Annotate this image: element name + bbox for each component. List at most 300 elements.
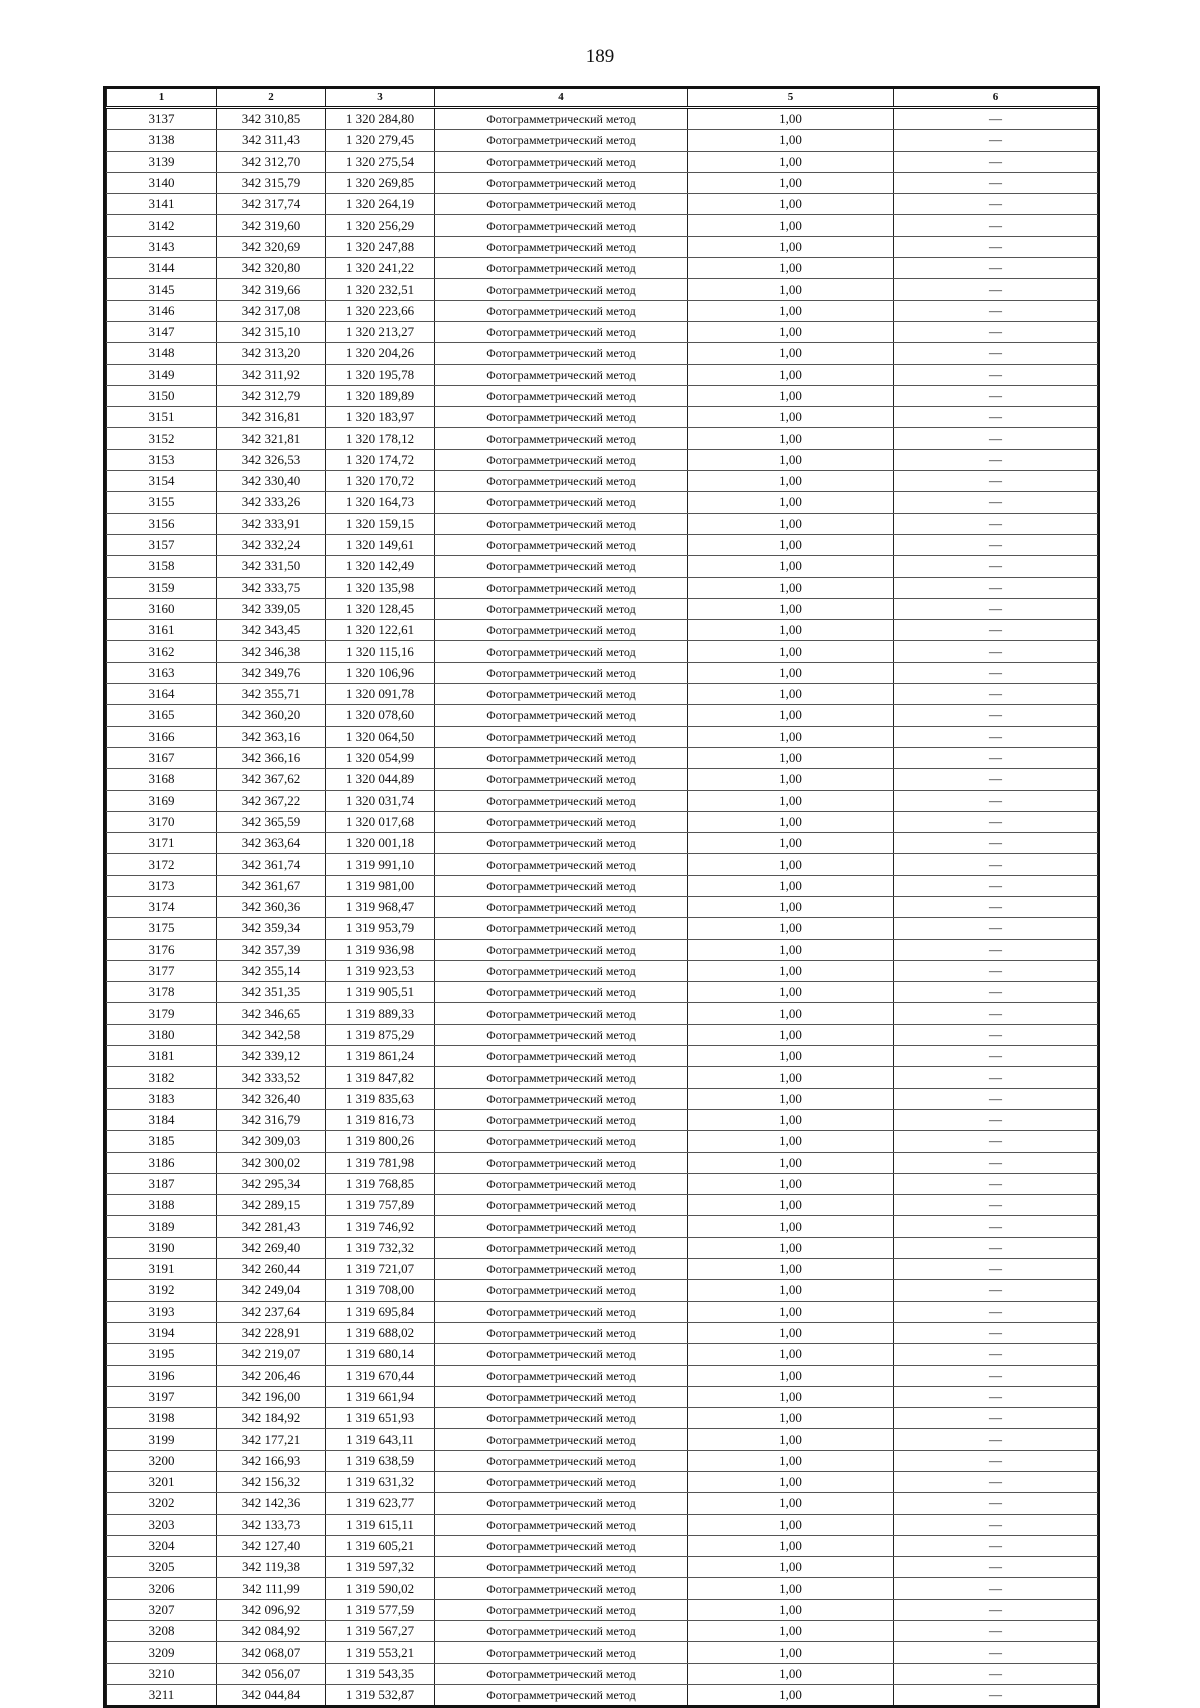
accuracy-cell: 1,00 — [688, 811, 894, 832]
x-coordinate-cell: 342 084,92 — [217, 1621, 326, 1642]
y-coordinate-cell: 1 320 275,54 — [326, 151, 435, 172]
x-coordinate-cell: 342 044,84 — [217, 1684, 326, 1705]
table-row — [107, 343, 1098, 364]
y-coordinate-cell: 1 320 223,66 — [326, 300, 435, 321]
point-number-cell: 3171 — [107, 833, 217, 854]
table-row — [107, 918, 1098, 939]
method-cell: Фотограмметрический метод — [435, 1493, 688, 1514]
note-cell: — — [894, 534, 1098, 555]
table-row — [107, 1642, 1098, 1663]
method-cell: Фотограмметрический метод — [435, 258, 688, 279]
point-number-cell: 3167 — [107, 747, 217, 768]
table-row — [107, 1386, 1098, 1407]
point-number-cell: 3183 — [107, 1088, 217, 1109]
accuracy-cell: 1,00 — [688, 1152, 894, 1173]
y-coordinate-cell: 1 320 241,22 — [326, 258, 435, 279]
accuracy-cell: 1,00 — [688, 790, 894, 811]
note-cell: — — [894, 854, 1098, 875]
y-coordinate-cell: 1 319 732,32 — [326, 1237, 435, 1258]
x-coordinate-cell: 342 349,76 — [217, 662, 326, 683]
x-coordinate-cell: 342 096,92 — [217, 1599, 326, 1620]
table-row — [107, 896, 1098, 917]
note-cell: — — [894, 1535, 1098, 1556]
point-number-cell: 3151 — [107, 407, 217, 428]
method-cell: Фотограмметрический метод — [435, 130, 688, 151]
y-coordinate-cell: 1 319 651,93 — [326, 1408, 435, 1429]
column-header: 6 — [894, 89, 1098, 108]
table-row — [107, 1684, 1098, 1705]
accuracy-cell: 1,00 — [688, 577, 894, 598]
y-coordinate-cell: 1 319 623,77 — [326, 1493, 435, 1514]
accuracy-cell: 1,00 — [688, 1301, 894, 1322]
note-cell: — — [894, 598, 1098, 619]
y-coordinate-cell: 1 319 643,11 — [326, 1429, 435, 1450]
x-coordinate-cell: 342 333,75 — [217, 577, 326, 598]
table-row — [107, 1152, 1098, 1173]
table-row — [107, 471, 1098, 492]
x-coordinate-cell: 342 315,10 — [217, 321, 326, 342]
table-row — [107, 151, 1098, 172]
x-coordinate-cell: 342 310,85 — [217, 108, 326, 130]
x-coordinate-cell: 342 316,81 — [217, 407, 326, 428]
x-coordinate-cell: 342 228,91 — [217, 1322, 326, 1343]
note-cell: — — [894, 194, 1098, 215]
note-cell: — — [894, 1280, 1098, 1301]
column-header: 1 — [107, 89, 217, 108]
x-coordinate-cell: 342 281,43 — [217, 1216, 326, 1237]
point-number-cell: 3175 — [107, 918, 217, 939]
method-cell: Фотограмметрический метод — [435, 1621, 688, 1642]
y-coordinate-cell: 1 320 269,85 — [326, 172, 435, 193]
table-row — [107, 939, 1098, 960]
accuracy-cell: 1,00 — [688, 1173, 894, 1194]
y-coordinate-cell: 1 319 936,98 — [326, 939, 435, 960]
x-coordinate-cell: 342 056,07 — [217, 1663, 326, 1684]
x-coordinate-cell: 342 331,50 — [217, 556, 326, 577]
point-number-cell: 3195 — [107, 1344, 217, 1365]
method-cell: Фотограмметрический метод — [435, 215, 688, 236]
y-coordinate-cell: 1 320 204,26 — [326, 343, 435, 364]
method-cell: Фотограмметрический метод — [435, 1109, 688, 1130]
table-row — [107, 790, 1098, 811]
accuracy-cell: 1,00 — [688, 1131, 894, 1152]
y-coordinate-cell: 1 319 567,27 — [326, 1621, 435, 1642]
y-coordinate-cell: 1 319 615,11 — [326, 1514, 435, 1535]
y-coordinate-cell: 1 320 232,51 — [326, 279, 435, 300]
table-row — [107, 1514, 1098, 1535]
y-coordinate-cell: 1 320 091,78 — [326, 684, 435, 705]
x-coordinate-cell: 342 260,44 — [217, 1259, 326, 1280]
x-coordinate-cell: 342 206,46 — [217, 1365, 326, 1386]
note-cell: — — [894, 1173, 1098, 1194]
method-cell: Фотограмметрический метод — [435, 407, 688, 428]
accuracy-cell: 1,00 — [688, 364, 894, 385]
table-row — [107, 1578, 1098, 1599]
method-cell: Фотограмметрический метод — [435, 854, 688, 875]
note-cell: — — [894, 641, 1098, 662]
point-number-cell: 3197 — [107, 1386, 217, 1407]
point-number-cell: 3199 — [107, 1429, 217, 1450]
method-cell: Фотограмметрический метод — [435, 236, 688, 257]
table-row — [107, 1109, 1098, 1130]
method-cell: Фотограмметрический метод — [435, 1365, 688, 1386]
accuracy-cell: 1,00 — [688, 1599, 894, 1620]
point-number-cell: 3186 — [107, 1152, 217, 1173]
table-row — [107, 407, 1098, 428]
table-row — [107, 130, 1098, 151]
accuracy-cell: 1,00 — [688, 960, 894, 981]
y-coordinate-cell: 1 319 781,98 — [326, 1152, 435, 1173]
point-number-cell: 3182 — [107, 1067, 217, 1088]
method-cell: Фотограмметрический метод — [435, 747, 688, 768]
table-body — [107, 108, 1098, 1706]
note-cell: — — [894, 918, 1098, 939]
accuracy-cell: 1,00 — [688, 151, 894, 172]
table-row — [107, 726, 1098, 747]
y-coordinate-cell: 1 320 170,72 — [326, 471, 435, 492]
note-cell: — — [894, 1663, 1098, 1684]
x-coordinate-cell: 342 311,43 — [217, 130, 326, 151]
accuracy-cell: 1,00 — [688, 1663, 894, 1684]
note-cell: — — [894, 790, 1098, 811]
x-coordinate-cell: 342 366,16 — [217, 747, 326, 768]
note-cell: — — [894, 1642, 1098, 1663]
point-number-cell: 3166 — [107, 726, 217, 747]
x-coordinate-cell: 342 361,67 — [217, 875, 326, 896]
method-cell: Фотограмметрический метод — [435, 1046, 688, 1067]
x-coordinate-cell: 342 317,08 — [217, 300, 326, 321]
method-cell: Фотограмметрический метод — [435, 1450, 688, 1471]
accuracy-cell: 1,00 — [688, 343, 894, 364]
table-row — [107, 1599, 1098, 1620]
accuracy-cell: 1,00 — [688, 428, 894, 449]
table-row — [107, 428, 1098, 449]
point-number-cell: 3201 — [107, 1472, 217, 1493]
note-cell: — — [894, 1557, 1098, 1578]
x-coordinate-cell: 342 330,40 — [217, 471, 326, 492]
point-number-cell: 3137 — [107, 108, 217, 130]
point-number-cell: 3163 — [107, 662, 217, 683]
accuracy-cell: 1,00 — [688, 705, 894, 726]
table-row — [107, 577, 1098, 598]
accuracy-cell: 1,00 — [688, 1237, 894, 1258]
x-coordinate-cell: 342 184,92 — [217, 1408, 326, 1429]
y-coordinate-cell: 1 320 195,78 — [326, 364, 435, 385]
y-coordinate-cell: 1 319 968,47 — [326, 896, 435, 917]
x-coordinate-cell: 342 346,38 — [217, 641, 326, 662]
method-cell: Фотограмметрический метод — [435, 1216, 688, 1237]
method-cell: Фотограмметрический метод — [435, 385, 688, 406]
note-cell: — — [894, 449, 1098, 470]
method-cell: Фотограмметрический метод — [435, 1429, 688, 1450]
point-number-cell: 3180 — [107, 1024, 217, 1045]
point-number-cell: 3143 — [107, 236, 217, 257]
y-coordinate-cell: 1 320 174,72 — [326, 449, 435, 470]
table-row — [107, 556, 1098, 577]
x-coordinate-cell: 342 363,16 — [217, 726, 326, 747]
note-cell: — — [894, 1046, 1098, 1067]
note-cell: — — [894, 385, 1098, 406]
method-cell: Фотограмметрический метод — [435, 279, 688, 300]
method-cell: Фотограмметрический метод — [435, 598, 688, 619]
table-row — [107, 236, 1098, 257]
method-cell: Фотограмметрический метод — [435, 833, 688, 854]
x-coordinate-cell: 342 119,38 — [217, 1557, 326, 1578]
accuracy-cell: 1,00 — [688, 1535, 894, 1556]
column-header: 3 — [326, 89, 435, 108]
accuracy-cell: 1,00 — [688, 918, 894, 939]
x-coordinate-cell: 342 326,40 — [217, 1088, 326, 1109]
accuracy-cell: 1,00 — [688, 108, 894, 130]
y-coordinate-cell: 1 319 768,85 — [326, 1173, 435, 1194]
accuracy-cell: 1,00 — [688, 513, 894, 534]
point-number-cell: 3155 — [107, 492, 217, 513]
x-coordinate-cell: 342 295,34 — [217, 1173, 326, 1194]
note-cell: — — [894, 258, 1098, 279]
note-cell: — — [894, 1365, 1098, 1386]
note-cell: — — [894, 1003, 1098, 1024]
point-number-cell: 3169 — [107, 790, 217, 811]
accuracy-cell: 1,00 — [688, 1621, 894, 1642]
method-cell: Фотограмметрический метод — [435, 1067, 688, 1088]
x-coordinate-cell: 342 111,99 — [217, 1578, 326, 1599]
y-coordinate-cell: 1 319 816,73 — [326, 1109, 435, 1130]
y-coordinate-cell: 1 320 159,15 — [326, 513, 435, 534]
table-row — [107, 833, 1098, 854]
x-coordinate-cell: 342 319,66 — [217, 279, 326, 300]
method-cell: Фотограмметрический метод — [435, 662, 688, 683]
method-cell: Фотограмметрический метод — [435, 1514, 688, 1535]
table-row — [107, 1322, 1098, 1343]
method-cell: Фотограмметрический метод — [435, 896, 688, 917]
accuracy-cell: 1,00 — [688, 1642, 894, 1663]
accuracy-cell: 1,00 — [688, 896, 894, 917]
point-number-cell: 3211 — [107, 1684, 217, 1705]
table-row — [107, 1621, 1098, 1642]
point-number-cell: 3179 — [107, 1003, 217, 1024]
point-number-cell: 3174 — [107, 896, 217, 917]
x-coordinate-cell: 342 312,79 — [217, 385, 326, 406]
x-coordinate-cell: 342 333,91 — [217, 513, 326, 534]
accuracy-cell: 1,00 — [688, 1046, 894, 1067]
x-coordinate-cell: 342 333,26 — [217, 492, 326, 513]
method-cell: Фотограмметрический метод — [435, 1578, 688, 1599]
y-coordinate-cell: 1 319 638,59 — [326, 1450, 435, 1471]
accuracy-cell: 1,00 — [688, 875, 894, 896]
accuracy-cell: 1,00 — [688, 1365, 894, 1386]
column-header: 2 — [217, 89, 326, 108]
note-cell: — — [894, 364, 1098, 385]
point-number-cell: 3139 — [107, 151, 217, 172]
note-cell: — — [894, 1493, 1098, 1514]
accuracy-cell: 1,00 — [688, 279, 894, 300]
note-cell: — — [894, 279, 1098, 300]
note-cell: — — [894, 1578, 1098, 1599]
accuracy-cell: 1,00 — [688, 215, 894, 236]
table-row — [107, 1663, 1098, 1684]
accuracy-cell: 1,00 — [688, 747, 894, 768]
x-coordinate-cell: 342 339,12 — [217, 1046, 326, 1067]
point-number-cell: 3207 — [107, 1599, 217, 1620]
table-row — [107, 1131, 1098, 1152]
y-coordinate-cell: 1 319 746,92 — [326, 1216, 435, 1237]
note-cell: — — [894, 1195, 1098, 1216]
method-cell: Фотограмметрический метод — [435, 172, 688, 193]
table-row — [107, 300, 1098, 321]
x-coordinate-cell: 342 320,69 — [217, 236, 326, 257]
point-number-cell: 3185 — [107, 1131, 217, 1152]
y-coordinate-cell: 1 320 279,45 — [326, 130, 435, 151]
accuracy-cell: 1,00 — [688, 854, 894, 875]
point-number-cell: 3164 — [107, 684, 217, 705]
table-row — [107, 1173, 1098, 1194]
table-row — [107, 215, 1098, 236]
point-number-cell: 3158 — [107, 556, 217, 577]
accuracy-cell: 1,00 — [688, 1259, 894, 1280]
table-row — [107, 641, 1098, 662]
x-coordinate-cell: 342 326,53 — [217, 449, 326, 470]
y-coordinate-cell: 1 319 695,84 — [326, 1301, 435, 1322]
table-row — [107, 1280, 1098, 1301]
x-coordinate-cell: 342 367,62 — [217, 769, 326, 790]
note-cell: — — [894, 343, 1098, 364]
accuracy-cell: 1,00 — [688, 1472, 894, 1493]
note-cell: — — [894, 108, 1098, 130]
x-coordinate-cell: 342 360,36 — [217, 896, 326, 917]
note-cell: — — [894, 513, 1098, 534]
point-number-cell: 3141 — [107, 194, 217, 215]
method-cell: Фотограмметрический метод — [435, 875, 688, 896]
point-number-cell: 3165 — [107, 705, 217, 726]
y-coordinate-cell: 1 320 031,74 — [326, 790, 435, 811]
y-coordinate-cell: 1 319 597,32 — [326, 1557, 435, 1578]
accuracy-cell: 1,00 — [688, 1216, 894, 1237]
method-cell: Фотограмметрический метод — [435, 1344, 688, 1365]
table-row — [107, 684, 1098, 705]
note-cell: — — [894, 982, 1098, 1003]
x-coordinate-cell: 342 315,79 — [217, 172, 326, 193]
note-cell: — — [894, 1621, 1098, 1642]
point-number-cell: 3147 — [107, 321, 217, 342]
y-coordinate-cell: 1 320 017,68 — [326, 811, 435, 832]
note-cell: — — [894, 492, 1098, 513]
method-cell: Фотограмметрический метод — [435, 471, 688, 492]
accuracy-cell: 1,00 — [688, 1322, 894, 1343]
table-row — [107, 1557, 1098, 1578]
accuracy-cell: 1,00 — [688, 172, 894, 193]
note-cell: — — [894, 1237, 1098, 1258]
method-cell: Фотограмметрический метод — [435, 577, 688, 598]
note-cell: — — [894, 833, 1098, 854]
table-row — [107, 620, 1098, 641]
method-cell: Фотограмметрический метод — [435, 982, 688, 1003]
accuracy-cell: 1,00 — [688, 1280, 894, 1301]
note-cell: — — [894, 1109, 1098, 1130]
accuracy-cell: 1,00 — [688, 236, 894, 257]
method-cell: Фотограмметрический метод — [435, 705, 688, 726]
point-number-cell: 3156 — [107, 513, 217, 534]
accuracy-cell: 1,00 — [688, 620, 894, 641]
x-coordinate-cell: 342 359,34 — [217, 918, 326, 939]
point-number-cell: 3159 — [107, 577, 217, 598]
y-coordinate-cell: 1 320 183,97 — [326, 407, 435, 428]
method-cell: Фотограмметрический метод — [435, 194, 688, 215]
point-number-cell: 3145 — [107, 279, 217, 300]
table-row — [107, 513, 1098, 534]
method-cell: Фотограмметрический метод — [435, 1642, 688, 1663]
note-cell: — — [894, 321, 1098, 342]
x-coordinate-cell: 342 196,00 — [217, 1386, 326, 1407]
note-cell: — — [894, 1131, 1098, 1152]
x-coordinate-cell: 342 311,92 — [217, 364, 326, 385]
point-number-cell: 3205 — [107, 1557, 217, 1578]
point-number-cell: 3157 — [107, 534, 217, 555]
table-row — [107, 449, 1098, 470]
y-coordinate-cell: 1 320 247,88 — [326, 236, 435, 257]
y-coordinate-cell: 1 319 953,79 — [326, 918, 435, 939]
point-number-cell: 3187 — [107, 1173, 217, 1194]
note-cell: — — [894, 1344, 1098, 1365]
accuracy-cell: 1,00 — [688, 534, 894, 555]
y-coordinate-cell: 1 320 142,49 — [326, 556, 435, 577]
y-coordinate-cell: 1 320 164,73 — [326, 492, 435, 513]
method-cell: Фотограмметрический метод — [435, 939, 688, 960]
accuracy-cell: 1,00 — [688, 1088, 894, 1109]
x-coordinate-cell: 342 237,64 — [217, 1301, 326, 1322]
note-cell: — — [894, 1322, 1098, 1343]
point-number-cell: 3168 — [107, 769, 217, 790]
table-row — [107, 854, 1098, 875]
method-cell: Фотограмметрический метод — [435, 534, 688, 555]
point-number-cell: 3162 — [107, 641, 217, 662]
y-coordinate-cell: 1 319 923,53 — [326, 960, 435, 981]
note-cell: — — [894, 1216, 1098, 1237]
accuracy-cell: 1,00 — [688, 1493, 894, 1514]
x-coordinate-cell: 342 342,58 — [217, 1024, 326, 1045]
note-cell: — — [894, 1684, 1098, 1705]
method-cell: Фотограмметрический метод — [435, 1599, 688, 1620]
x-coordinate-cell: 342 127,40 — [217, 1535, 326, 1556]
note-cell: — — [894, 130, 1098, 151]
table-row — [107, 364, 1098, 385]
accuracy-cell: 1,00 — [688, 300, 894, 321]
method-cell: Фотограмметрический метод — [435, 1301, 688, 1322]
x-coordinate-cell: 342 367,22 — [217, 790, 326, 811]
method-cell: Фотограмметрический метод — [435, 1131, 688, 1152]
y-coordinate-cell: 1 319 553,21 — [326, 1642, 435, 1663]
note-cell: — — [894, 705, 1098, 726]
table-row — [107, 172, 1098, 193]
note-cell: — — [894, 172, 1098, 193]
note-cell: — — [894, 577, 1098, 598]
table-row — [107, 1408, 1098, 1429]
accuracy-cell: 1,00 — [688, 1109, 894, 1130]
note-cell: — — [894, 684, 1098, 705]
point-number-cell: 3176 — [107, 939, 217, 960]
note-cell: — — [894, 1259, 1098, 1280]
table-row — [107, 1216, 1098, 1237]
table-row — [107, 1301, 1098, 1322]
y-coordinate-cell: 1 320 054,99 — [326, 747, 435, 768]
accuracy-cell: 1,00 — [688, 1024, 894, 1045]
y-coordinate-cell: 1 320 106,96 — [326, 662, 435, 683]
point-number-cell: 3188 — [107, 1195, 217, 1216]
x-coordinate-cell: 342 360,20 — [217, 705, 326, 726]
method-cell: Фотограмметрический метод — [435, 1322, 688, 1343]
x-coordinate-cell: 342 317,74 — [217, 194, 326, 215]
point-number-cell: 3144 — [107, 258, 217, 279]
method-cell: Фотограмметрический метод — [435, 556, 688, 577]
